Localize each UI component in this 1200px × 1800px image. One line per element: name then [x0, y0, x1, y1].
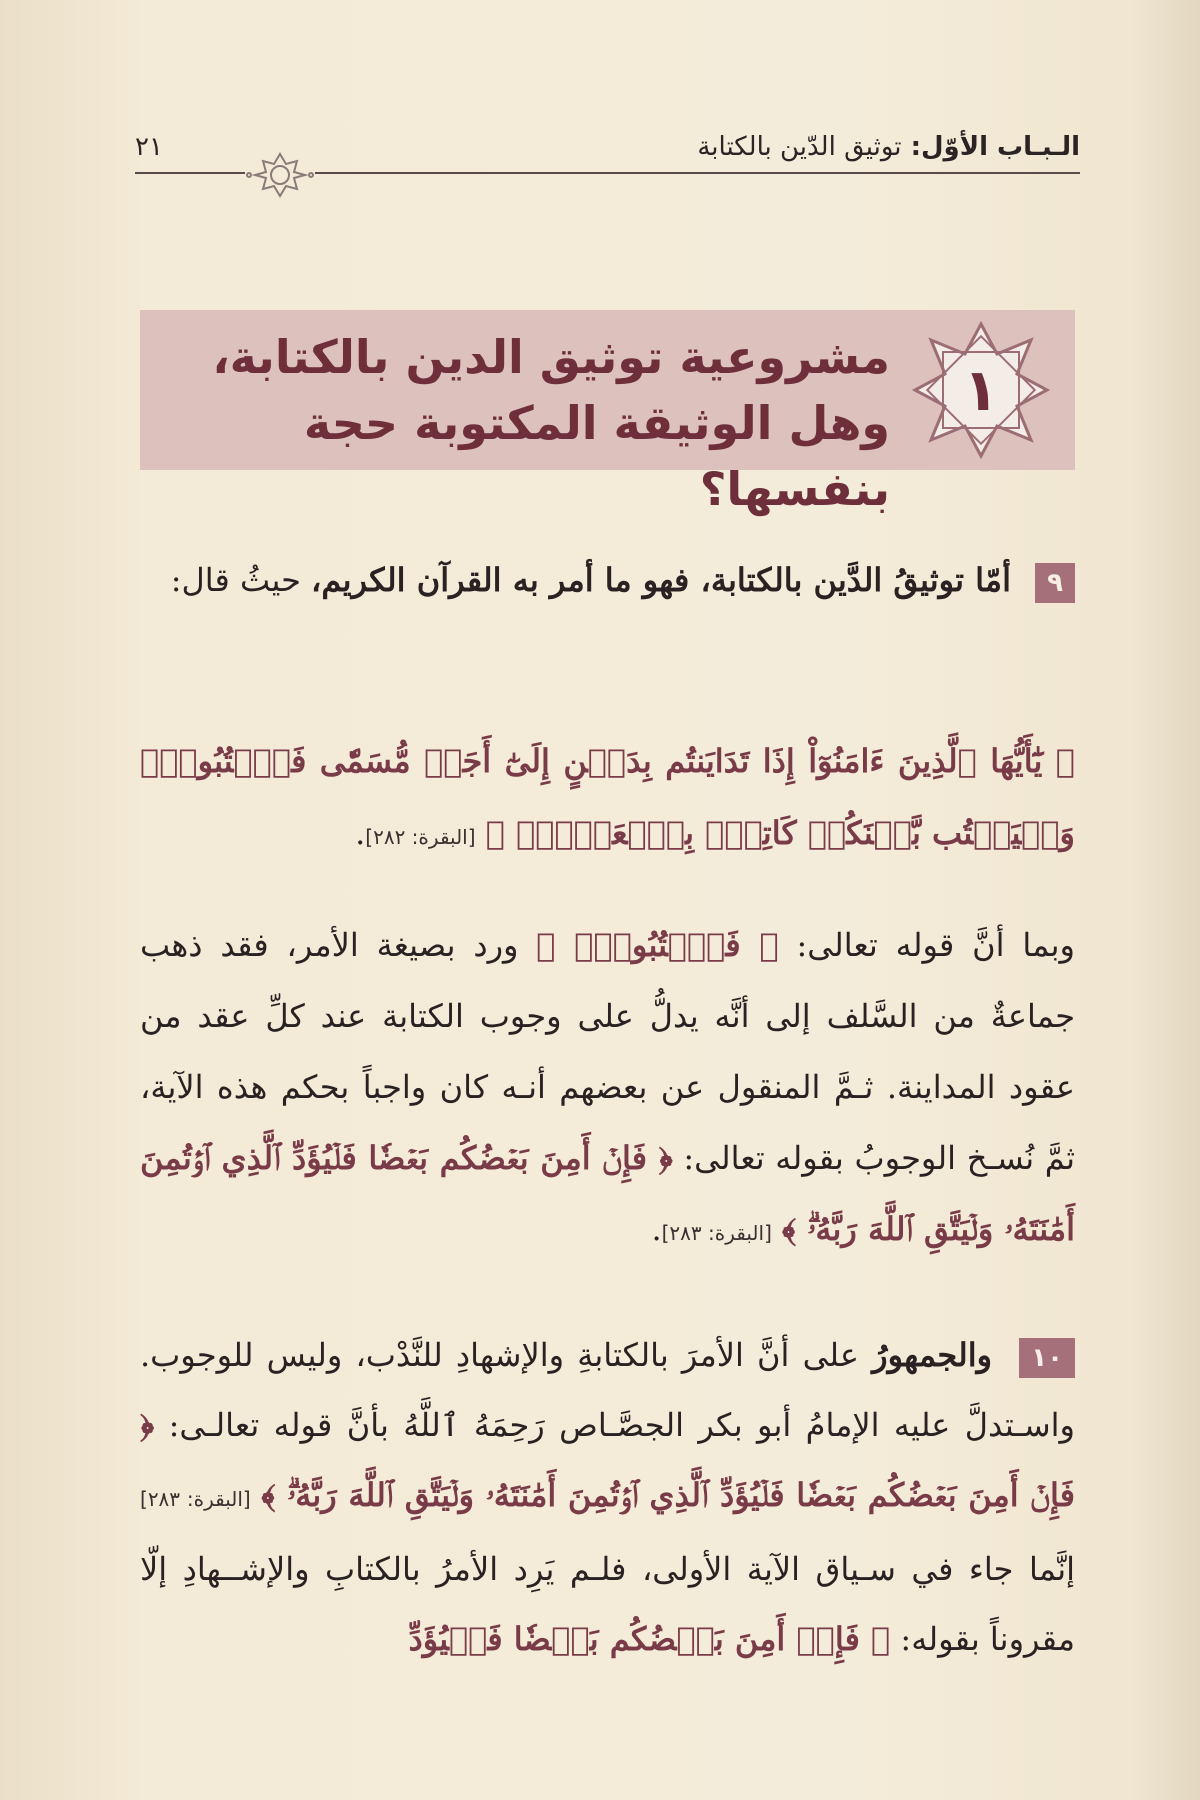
paragraph-continuation [140, 910, 1075, 1269]
paragraph-number: ١٠ [1019, 1338, 1075, 1378]
chapter-label: الـبـاب الأوّل: [910, 132, 1080, 162]
quran-quote: ﴿ فَإِنۡ أَمِنَ بَعۡضُكُم بَعۡضٗا فَلۡيُؤَدِّ [408, 1620, 891, 1658]
chapter-title-line-1: مشروعية توثيق الدين بالكتابة، [212, 330, 890, 384]
paragraph-lead: أمّا توثيقُ الدَّين بالكتابة، فهو ما أمر به القرآن الكريم، [311, 561, 1011, 599]
verse-end: . [355, 814, 366, 852]
paragraph-text: حيثُ قال: [170, 561, 301, 599]
running-title [697, 132, 1080, 162]
text-segment: على أنَّ الأمرَ بالكتابةِ والإشهادِ للنَّدْب، وليس للوجوب. واسـتدلَّ عليه الإمامُ أبو بكر الجصَّـاص رَحِمَهُ ٱللَّهُ بأنَّ قوله تعالـى: [140, 1336, 1076, 1444]
quran-quote: ﴿ فَٱكۡتُبُوهُۚ ﴾ [536, 926, 779, 964]
quran-verse: ﴿ يَٰٓأَيُّهَا ٱلَّذِينَ ءَامَنُوٓاْ إِذَا تَدَايَنتُم بِدَيۡنٍ إِلَىٰٓ أَجَلٖ مُّسَمّٗى فَٱكۡتُبُوهُۚ وَلۡيَكۡتُب بَّيۡنَكُمۡ كَاتِبُۢ بِٱلۡعَدۡلِۚ ﴾ [140, 742, 1076, 852]
chapter-subtitle: توثيق الدّين بالكتابة [697, 132, 902, 162]
quran-verse-block [140, 725, 1075, 873]
ornament-icon [245, 150, 315, 200]
verse-end: . [651, 1210, 662, 1248]
paragraph-number: ٩ [1035, 563, 1075, 603]
quran-quote: ﴿ فَإِنۡ أَمِنَ بَعۡضُكُم بَعۡضٗا فَلۡيُؤَدِّ ٱلَّذِي ٱؤۡتُمِنَ أَمَٰنَتَهُۥ وَلۡيَتَّقِ ٱللَّهَ رَبَّهُۥۗ ﴾ [140, 1406, 1076, 1514]
paragraph-10 [140, 1320, 1075, 1674]
page-edge-shadow [1130, 0, 1200, 1800]
chapter-title-line-2: وهل الوثيقة المكتوبة حجة بنفسها؟ [303, 396, 890, 516]
text-segment: إنَّما جاء في سـياق الآية الأولى، فلـم يَرِد الأمرُ بالكتابِ والإشــهادِ إلّا مقروناً بقوله: [140, 1550, 1075, 1658]
chapter-number: ١ [963, 356, 999, 424]
quran-quote: ﴿ فَإِنۡ أَمِنَ بَعۡضُكُم بَعۡضٗا فَلۡيُؤَدِّ ٱلَّذِي ٱؤۡتُمِنَ أَمَٰنَتَهُۥ وَلۡيَتَّقِ ٱللَّهَ رَبَّهُۥۗ ﴾ [140, 1139, 1075, 1248]
verse-reference: [البقرة: ٢٨٢] [365, 825, 476, 849]
paragraph-lead: والجمهورُ [872, 1336, 993, 1374]
paragraph-9 [140, 545, 1075, 615]
verse-reference: [البقرة: ٢٨٣] [661, 1221, 772, 1245]
page-number: ٢١ [135, 132, 163, 162]
verse-reference: [البقرة: ٢٨٣] [140, 1487, 251, 1511]
chapter-title [170, 324, 890, 522]
text-segment: ورد بصيغة الأمر، فقد ذهب جماعةٌ من السَّلف إلى أنَّه يدلُّ على وجوب الكتابة عند كلِّ عقد من عقود المداينة. ثـمَّ المنقول عن بعضهم أنـه كان واجباً بحكم هذه الآية، ثمَّ نُسـخ الوجوبُ بقوله تعالى: [140, 926, 1075, 1177]
chapter-banner [140, 310, 1075, 516]
text-segment: وبما أنَّ قوله تعالى: [796, 926, 1075, 964]
